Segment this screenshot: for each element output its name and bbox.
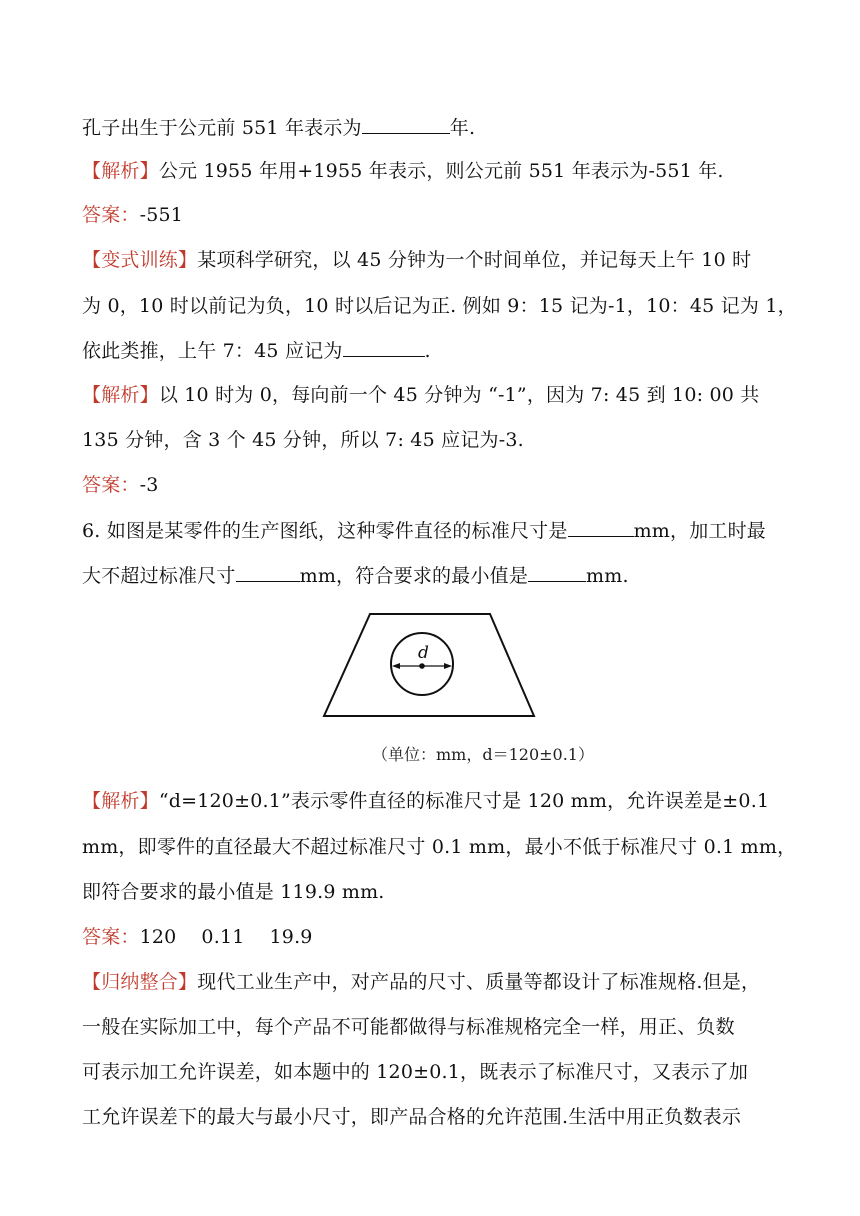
center-dot — [419, 663, 425, 669]
text: 依此类推，上午 7：45 应记为 — [82, 340, 343, 362]
answer-value: 120 0.11 19.9 — [139, 926, 313, 948]
text: 大不超过标准尺寸 — [82, 565, 236, 587]
text: 某项科学研究，以 45 分钟为一个时间单位，并记每天上午 10 时 — [197, 249, 752, 271]
text: mm. — [586, 565, 629, 587]
analysis-line — [82, 158, 724, 184]
trapezoid-outline — [324, 614, 534, 716]
analysis-line — [82, 382, 760, 408]
answer-line — [82, 924, 313, 950]
answer-blank — [343, 338, 425, 357]
text-line — [82, 834, 796, 860]
answer-tag: 答案： — [82, 204, 140, 226]
summary-line — [82, 969, 760, 995]
text: 即符合要求的最小值是 119.9 mm. — [82, 881, 385, 903]
text: 公元 1955 年用+1955 年表示，则公元前 551 年表示为-551 年. — [158, 160, 724, 182]
text: “d=120±0.1”表示零件直径的标准尺寸是 120 mm，允许误差是±0.1 — [158, 790, 770, 812]
text: 年. — [449, 117, 476, 139]
answer-line — [82, 472, 159, 498]
text-line — [82, 427, 524, 453]
text: 现代工业生产中，对产品的尺寸、质量等都设计了标准规格.但是， — [197, 971, 761, 993]
text: 为 0，10 时以前记为负，10 时以后记为正. 例如 9：15 记为-1，10：45 记为 1， — [82, 295, 797, 317]
question-line — [82, 518, 766, 544]
text: mm，加工时最 — [633, 520, 767, 542]
text-line — [82, 1104, 741, 1130]
summary-tag: 【归纳整合】 — [82, 971, 198, 993]
arrow-right-icon — [444, 663, 452, 669]
text-line — [82, 1014, 735, 1040]
answer-blank — [528, 563, 586, 582]
variant-line — [82, 247, 751, 273]
figure-caption: （单位：mm，d＝120±0.1） — [372, 745, 594, 764]
text-line — [82, 338, 431, 364]
analysis-tag: 【解析】 — [82, 160, 159, 182]
text: 以 10 时为 0，每向前一个 45 分钟为 “-1”，因为 7: 45 到 10: 00 共 — [158, 384, 760, 406]
text: 工允许误差下的最大与最小尺寸，即产品合格的允许范围.生活中用正负数表示 — [82, 1106, 742, 1128]
question-line — [82, 115, 475, 141]
text: . — [424, 340, 431, 362]
answer-value: -551 — [139, 204, 184, 226]
text-line — [82, 293, 797, 319]
diameter-label: d — [418, 643, 429, 663]
answer-line — [82, 202, 183, 228]
variant-tag: 【变式训练】 — [82, 249, 198, 271]
text: mm，即零件的直径最大不超过标准尺寸 0.1 mm，最小不低于标准尺寸 0.1 mm， — [82, 836, 797, 858]
answer-blank — [362, 115, 450, 134]
text-line — [82, 563, 629, 589]
text: 可表示加工允许误差，如本题中的 120±0.1，既表示了标准尺寸，又表示了加 — [82, 1061, 749, 1083]
text: 135 分钟，含 3 个 45 分钟，所以 7: 45 应记为-3. — [82, 429, 524, 451]
answer-blank — [236, 563, 300, 582]
text: 孔子出生于公元前 551 年表示为 — [82, 117, 362, 139]
text-line — [82, 879, 385, 905]
text-line — [82, 1059, 748, 1085]
analysis-tag: 【解析】 — [82, 384, 159, 406]
answer-tag: 答案： — [82, 474, 140, 496]
answer-value: -3 — [139, 474, 159, 496]
analysis-tag: 【解析】 — [82, 790, 159, 812]
part-drawing — [320, 612, 540, 722]
text: 一般在实际加工中，每个产品不可能都做得与标准规格完全一样，用正、负数 — [82, 1016, 735, 1038]
answer-tag: 答案： — [82, 926, 140, 948]
text: 6. 如图是某零件的生产图纸，这种零件直径的标准尺寸是 — [82, 520, 568, 542]
answer-blank — [568, 518, 634, 537]
arrow-left-icon — [392, 663, 400, 669]
text: mm，符合要求的最小值是 — [299, 565, 529, 587]
analysis-line — [82, 788, 769, 814]
